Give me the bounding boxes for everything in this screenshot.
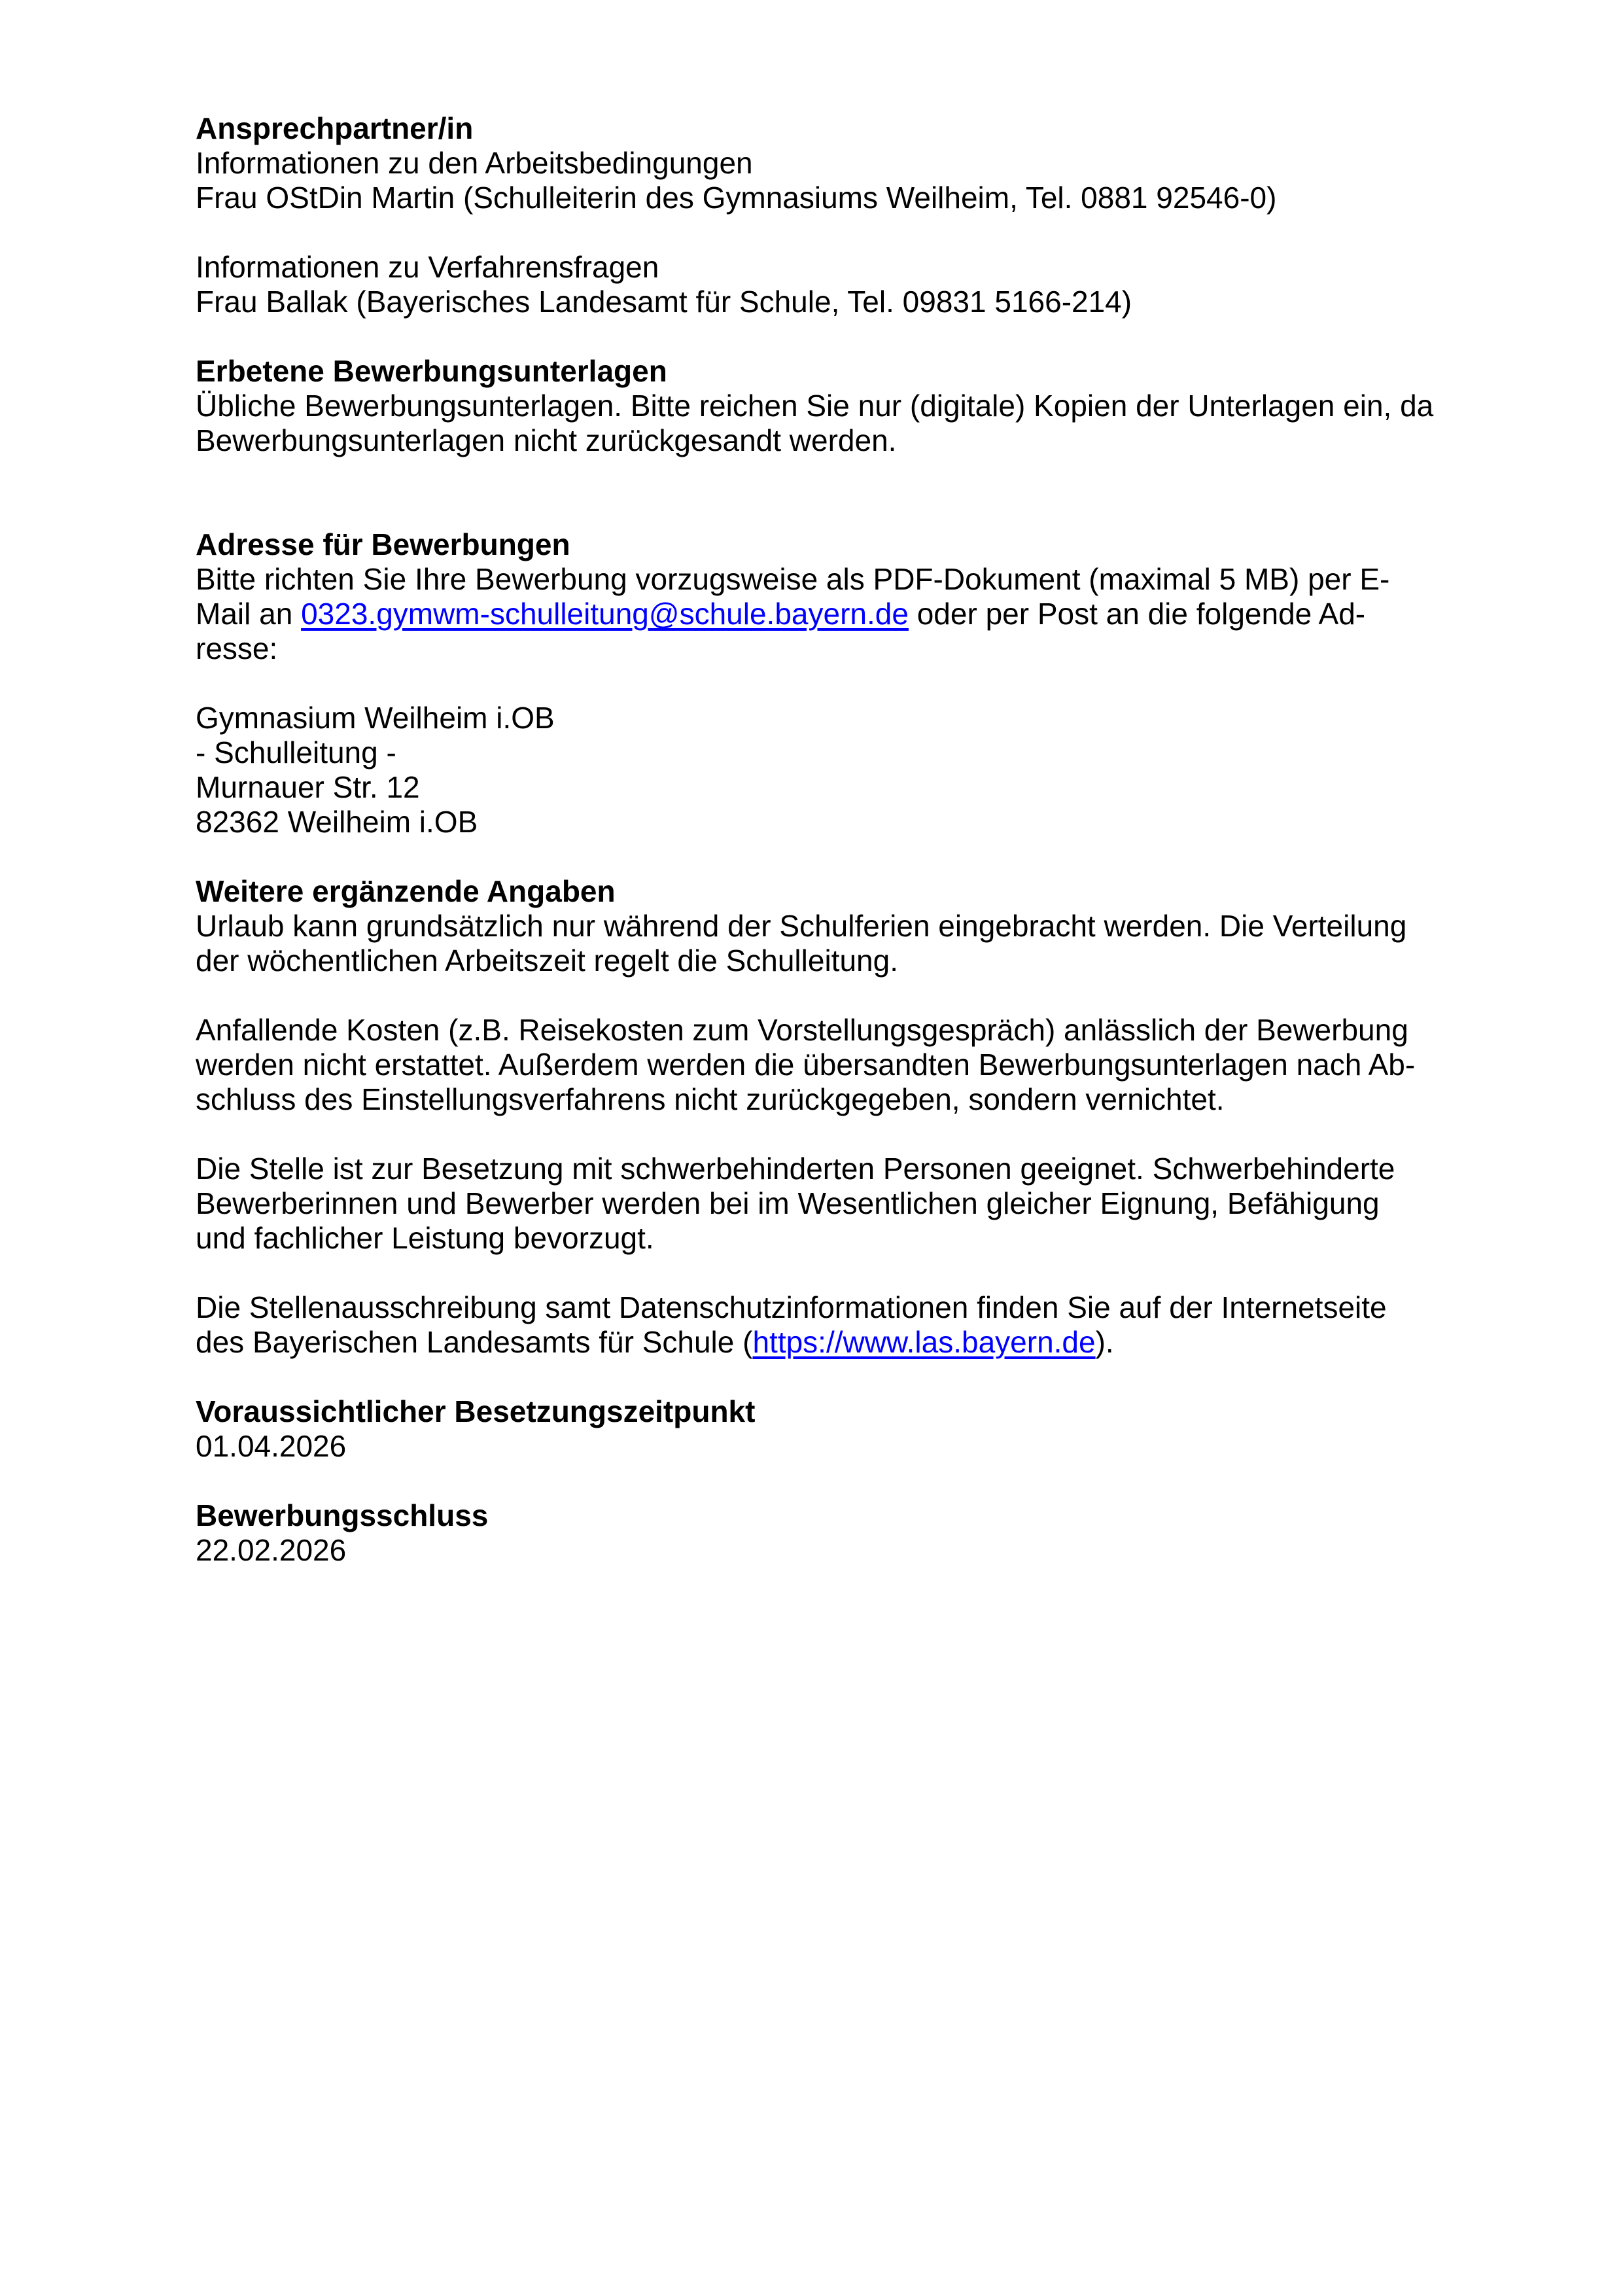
address-school-name: Gymnasium Weilheim i.OB xyxy=(196,701,555,735)
address-department: - Schulleitung - xyxy=(196,735,396,769)
text-line: Anfallende Kosten (z.B. Reisekosten zum Vorstellungsgespräch) anlässlich der Bewerbung xyxy=(196,1013,1408,1047)
text-line: Bewerbungsunterlagen nicht zurückgesandt werden. xyxy=(196,423,897,457)
heading-ansprechpartner: Ansprechpartner/in xyxy=(196,111,474,145)
blank-line xyxy=(196,458,1439,493)
text-line-with-email xyxy=(196,597,1439,631)
email-link[interactable]: 0323.gymwm-schulleitung@schule.bayern.de xyxy=(301,597,909,631)
address-street: Murnauer Str. 12 xyxy=(196,770,420,804)
blank-line xyxy=(196,215,1439,250)
website-link[interactable]: https://www.las.bayern.de xyxy=(752,1325,1096,1359)
text-line: Informationen zu Verfahrensfragen xyxy=(196,250,659,284)
heading-weitere-angaben: Weitere ergänzende Angaben xyxy=(196,874,616,908)
heading-bewerbungsschluss: Bewerbungsschluss xyxy=(196,1498,489,1532)
heading-erbetene-bewerbungsunterlagen: Erbetene Bewerbungsunterlagen xyxy=(196,354,667,388)
blank-line xyxy=(196,666,1439,701)
text-line: Bitte richten Sie Ihre Bewerbung vorzugsweise als PDF-Dokument (maximal 5 MB) per E- xyxy=(196,562,1390,596)
text-line: und fachlicher Leistung bevorzugt. xyxy=(196,1221,654,1255)
address-city: 82362 Weilheim i.OB xyxy=(196,805,478,839)
text-line: Frau OStDin Martin (Schulleiterin des Gymnasiums Weilheim, Tel. 0881 92546-0) xyxy=(196,181,1277,215)
heading-besetzungszeitpunkt: Voraussichtlicher Besetzungszeitpunkt xyxy=(196,1394,756,1428)
blank-line xyxy=(196,493,1439,527)
text-line: Urlaub kann grundsätzlich nur während der Schulferien eingebracht werden. Die Verteilung xyxy=(196,909,1407,943)
text-line: Frau Ballak (Bayerisches Landesamt für Schule, Tel. 09831 5166-214) xyxy=(196,285,1132,319)
text-line-with-url xyxy=(196,1325,1439,1360)
bewerbungsschluss-date: 22.02.2026 xyxy=(196,1533,347,1567)
heading-adresse-fuer-bewerbungen: Adresse für Bewerbungen xyxy=(196,527,570,561)
blank-line xyxy=(196,1464,1439,1498)
text-line: Informationen zu den Arbeitsbedingungen xyxy=(196,146,753,180)
blank-line xyxy=(196,1256,1439,1290)
text-line: Die Stelle ist zur Besetzung mit schwerbehinderten Personen geeignet. Schwerbehinderte xyxy=(196,1152,1395,1186)
text-line: Übliche Bewerbungsunterlagen. Bitte reichen Sie nur (digitale) Kopien der Unterlagen ein, da xyxy=(196,389,1434,423)
blank-line xyxy=(196,1360,1439,1394)
text-line: schluss des Einstellungsverfahrens nicht zurückgegeben, sondern vernichtet. xyxy=(196,1082,1225,1116)
blank-line xyxy=(196,978,1439,1013)
text-segment: oder per Post an die folgende Ad- xyxy=(908,597,1366,631)
text-line: resse: xyxy=(196,631,278,665)
text-line: werden nicht erstattet. Außerdem werden die übersandten Bewerbungsunterlagen nach Ab- xyxy=(196,1048,1416,1082)
blank-line xyxy=(196,839,1439,874)
text-line: der wöchentlichen Arbeitszeit regelt die Schulleitung. xyxy=(196,944,898,978)
blank-line xyxy=(196,1117,1439,1152)
document-body xyxy=(196,111,1439,1568)
besetzungszeitpunkt-date: 01.04.2026 xyxy=(196,1429,347,1463)
text-segment: des Bayerischen Landesamts für Schule ( xyxy=(196,1325,753,1359)
blank-line xyxy=(196,319,1439,354)
text-segment: Mail an xyxy=(196,597,302,631)
text-line: Die Stellenausschreibung samt Datenschutzinformationen finden Sie auf der Internetseite xyxy=(196,1290,1387,1324)
text-segment: ). xyxy=(1095,1325,1114,1359)
text-line: Bewerberinnen und Bewerber werden bei im Wesentlichen gleicher Eignung, Befähigung xyxy=(196,1186,1380,1220)
